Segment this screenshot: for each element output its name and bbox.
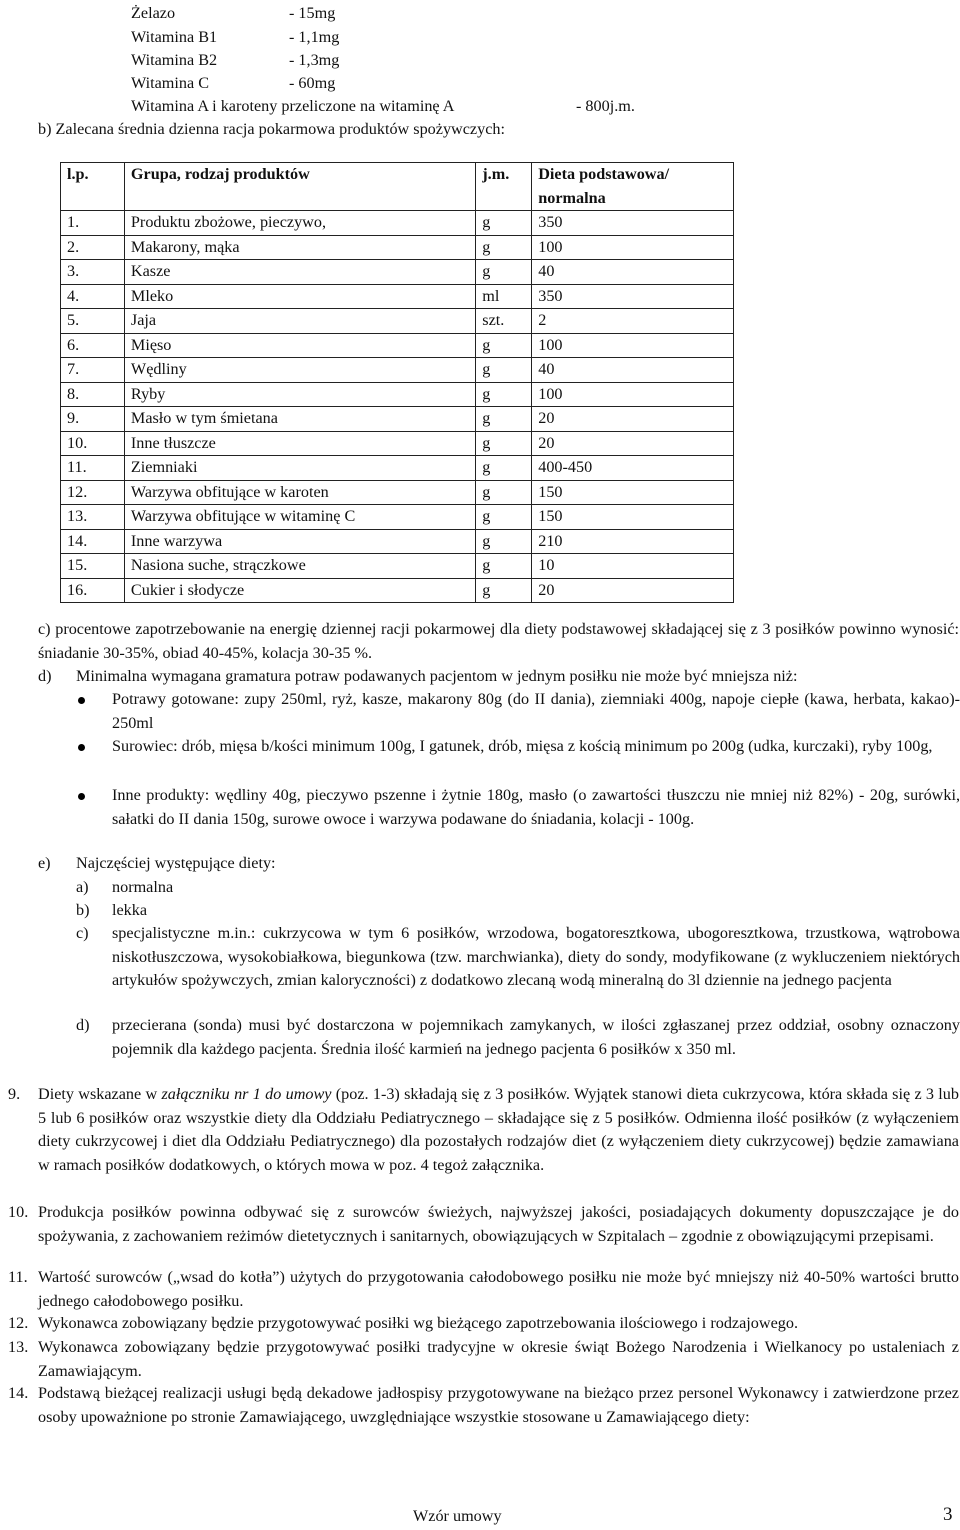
unit: g [476, 235, 532, 260]
amount: 40 [532, 358, 734, 383]
nutrient-name: Witamina B2 [131, 51, 218, 69]
amount: 150 [532, 480, 734, 505]
bullet-dot [78, 697, 85, 704]
numbered-item-12: Wykonawca zobowiązany będzie przygotowywać posiłki wg bieżącego zapotrzebowania ilościowego i rodzajowego. [38, 1314, 798, 1332]
row-number: 3. [61, 260, 125, 285]
table-row [61, 333, 734, 358]
product-name: Produktu zbożowe, pieczywo, [124, 211, 475, 236]
amount: 20 [532, 431, 734, 456]
unit: g [476, 456, 532, 481]
row-number: 1. [61, 211, 125, 236]
product-name: Mleko [124, 284, 475, 309]
header-unit: j.m. [476, 163, 532, 211]
item-text: (poz. 1-3) składają się z 3 posiłków. Wyjątek stanowi dieta cukrzycowa, która składa się z 3 lub 5 lub 6 posiłków oraz wszystkie diety dla Oddziału Pediatrycznego – składające się z 5 posiłków. Odmienna ilość posiłków (z wyłączeniem diety cukrzycowej i diet dla Oddziału Pediatrycznego) dla pozostałych rodzajów diet (z wyłączeniem diety cukrzycowej) będzie zamawiana w ramach posiłków dodatkowych, o których mowa w poz. 4 tegoż załącznika. [38, 1085, 959, 1174]
header-diet: Dieta podstawowa/ normalna [532, 163, 734, 211]
table-row [61, 431, 734, 456]
nutrient-name: Witamina B1 [131, 28, 218, 46]
unit: g [476, 407, 532, 432]
row-number: 12. [61, 480, 125, 505]
amount: 100 [532, 235, 734, 260]
numbered-item-9 [38, 1083, 959, 1177]
numbered-item-14: Podstawą bieżącej realizacji usługi będą dekadowe jadłospisy przygotowywane na bieżąco przez personel Wykonawcy i zatwierdzone przez osoby upoważnione po stronie Zamawiającego, uwzględniające wszystkie stosowane u Zamawiającego diety: [38, 1384, 959, 1426]
section-d-label: d) [38, 667, 52, 685]
table-row [61, 382, 734, 407]
item-number: 11. [8, 1268, 28, 1286]
diet-item-text: lekka [112, 901, 148, 919]
table-row [61, 554, 734, 579]
table-row [61, 529, 734, 554]
nutrient-value: - 15mg [289, 4, 336, 22]
row-number: 2. [61, 235, 125, 260]
amount: 20 [532, 407, 734, 432]
product-name: Warzywa obfitujące w karoten [124, 480, 475, 505]
table-row [61, 505, 734, 530]
numbered-item-10: Produkcja posiłków powinna odbywać się z surowców świeżych, najwyższej jakości, posiadających dokumenty dopuszczające je do spożywania, z zachowaniem reżimów dietetycznych i sanitarnych, obowiązujących w Szpitalach – zgodnie z obowiązującymi przepisami. [38, 1203, 959, 1245]
amount: 400-450 [532, 456, 734, 481]
amount: 150 [532, 505, 734, 530]
numbered-item-13: Wykonawca zobowiązany będzie przygotowywać posiłki tradycyjne w okresie świąt Bożego Narodzenia i Wielkanocy po ustaleniach z Zamawiającym. [38, 1338, 959, 1380]
table-row [61, 309, 734, 334]
section-c: c) procentowe zapotrzebowanie na energię dziennej racji pokarmowej dla diety podstawowej składającej się z 3 posiłków powinno wynosić: śniadanie 30-35%, obiad 40-45%, kolacja 30-35 %. [38, 620, 959, 662]
unit: g [476, 260, 532, 285]
product-name: Nasiona suche, strączkowe [124, 554, 475, 579]
section-b-title: b) Zalecana średnia dzienna racja pokarmowa produktów spożywczych: [38, 120, 505, 138]
header-group: Grupa, rodzaj produktów [124, 163, 475, 211]
unit: g [476, 333, 532, 358]
diet-item-label: c) [76, 924, 89, 942]
section-d-text: Minimalna wymagana gramatura potraw podawanych pacjentom w jednym posiłku nie może być mniejsza niż: [76, 667, 798, 685]
page-number: 3 [943, 1504, 953, 1525]
unit: g [476, 554, 532, 579]
row-number: 16. [61, 578, 125, 603]
row-number: 11. [61, 456, 125, 481]
row-number: 10. [61, 431, 125, 456]
product-table [60, 162, 734, 603]
item-number: 9. [8, 1085, 21, 1103]
item-number: 10. [8, 1203, 29, 1221]
diet-item-text: normalna [112, 878, 174, 896]
row-number: 15. [61, 554, 125, 579]
row-number: 6. [61, 333, 125, 358]
amount: 10 [532, 554, 734, 579]
row-number: 8. [61, 382, 125, 407]
unit: g [476, 358, 532, 383]
row-number: 4. [61, 284, 125, 309]
amount: 2 [532, 309, 734, 334]
item-number: 14. [8, 1384, 29, 1402]
product-name: Inne warzywa [124, 529, 475, 554]
nutrient-name: Witamina C [131, 74, 210, 92]
annex-reference: załączniku nr 1 do umowy [161, 1085, 332, 1103]
table-row [61, 480, 734, 505]
row-number: 9. [61, 407, 125, 432]
row-number: 14. [61, 529, 125, 554]
unit: g [476, 578, 532, 603]
table-row [61, 407, 734, 432]
table-row [61, 235, 734, 260]
section-e-label: e) [38, 854, 51, 872]
nutrient-value: - 800j.m. [576, 97, 635, 115]
diet-item-text: specjalistyczne m.in.: cukrzycowa w tym 6 posiłków, wrzodowa, bogatoresztkowa, ubogoresztkowa, trzustkowa, wątrobowa niskotłuszczowa, wysokobiałkowa, biegunkowa (tzw. marchwianka), diety do sondy, modyfikowane (z wykluczeniem niektórych artykułów spożywczych, zmian kaloryczności) z dodatkowo zlecaną wodą mineralną do 3l dziennie na jednego pacjenta [112, 924, 960, 990]
table-row [61, 358, 734, 383]
nutrient-name: Żelazo [131, 4, 176, 22]
item-number: 13. [8, 1338, 29, 1356]
table-row [61, 578, 734, 603]
row-number: 5. [61, 309, 125, 334]
section-e-text: Najczęściej występujące diety: [76, 854, 276, 872]
section-d-bullet: Surowiec: drób, mięsa b/kości minimum 100g, I gatunek, drób, mięsa z kością minimum po 200g (udka, kurczaki), ryby 100g, [112, 737, 933, 755]
amount: 40 [532, 260, 734, 285]
header-lp: l.p. [61, 163, 125, 211]
product-name: Cukier i słodycze [124, 578, 475, 603]
bullet-dot [78, 744, 85, 751]
amount: 210 [532, 529, 734, 554]
row-number: 7. [61, 358, 125, 383]
nutrient-name: Witamina A i karoteny przeliczone na witaminę A [131, 97, 455, 115]
unit: g [476, 529, 532, 554]
table-row [61, 211, 734, 236]
table-header-row [61, 163, 734, 211]
nutrient-value: - 1,1mg [289, 28, 340, 46]
product-name: Masło w tym śmietana [124, 407, 475, 432]
table-row [61, 260, 734, 285]
product-name: Inne tłuszcze [124, 431, 475, 456]
table-row [61, 456, 734, 481]
diet-item-text: przecierana (sonda) musi być dostarczona w pojemnikach zamykanych, w ilości zgłaszanej przez oddział, osobny oznaczony pojemnik dla każdego pacjenta. Średnia ilość karmień na jednego pacjenta 6 posiłków x 350 ml. [112, 1016, 960, 1058]
product-name: Wędliny [124, 358, 475, 383]
section-d-bullet: Potrawy gotowane: zupy 250ml, ryż, kasze, makarony 80g (do II dania), ziemniaki 400g, napoje ciepłe (kawa, herbata, kakao)- 250ml [112, 690, 960, 732]
bullet-dot [78, 793, 85, 800]
table-row [61, 284, 734, 309]
amount: 100 [532, 382, 734, 407]
amount: 100 [532, 333, 734, 358]
item-text: Diety wskazane w [38, 1085, 162, 1103]
unit: szt. [476, 309, 532, 334]
diet-item-label: d) [76, 1016, 90, 1034]
unit: g [476, 505, 532, 530]
section-d-bullet: Inne produkty: wędliny 40g, pieczywo pszenne i żytnie 180g, masło (o zawartości tłuszczu nie mniej niż 82%) - 20g, surówki, sałatki do II dania 150g, surowe owoce i warzywa podawane do śniadania, kolacji - 100g. [112, 786, 960, 828]
product-name: Mięso [124, 333, 475, 358]
unit: g [476, 211, 532, 236]
diet-item-label: a) [76, 878, 89, 896]
unit: g [476, 382, 532, 407]
table-body [61, 211, 734, 603]
amount: 350 [532, 284, 734, 309]
product-name: Warzywa obfitujące w witaminę C [124, 505, 475, 530]
nutrient-value: - 1,3mg [289, 51, 340, 69]
product-name: Kasze [124, 260, 475, 285]
unit: g [476, 480, 532, 505]
row-number: 13. [61, 505, 125, 530]
product-name: Jaja [124, 309, 475, 334]
product-name: Ryby [124, 382, 475, 407]
unit: ml [476, 284, 532, 309]
amount: 350 [532, 211, 734, 236]
item-number: 12. [8, 1314, 29, 1332]
product-name: Ziemniaki [124, 456, 475, 481]
diet-item-label: b) [76, 901, 90, 919]
product-name: Makarony, mąka [124, 235, 475, 260]
footer-text: Wzór umowy [413, 1507, 502, 1525]
nutrient-value: - 60mg [289, 74, 336, 92]
unit: g [476, 431, 532, 456]
amount: 20 [532, 578, 734, 603]
numbered-item-11: Wartość surowców („wsad do kotła”) użytych do przygotowania całodobowego posiłku nie może być mniejszy niż 40-50% wartości brutto jednego całodobowego posiłku. [38, 1268, 959, 1310]
